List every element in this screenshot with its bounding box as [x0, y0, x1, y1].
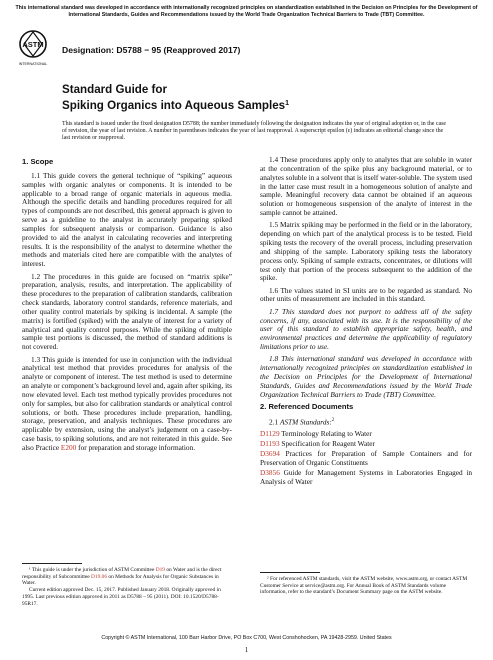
title-line-1: Standard Guide for	[62, 83, 167, 96]
designation-note: This standard is issued under the fixed designation D5788; the number immediately following the designation indicates the year of original adoption or, in the case of revision, the year of last revision. A number in parentheses indicates the year of last reapproval. A superscript epsilon (ε) indicates an editorial change since the last revision or reapproval.	[62, 121, 447, 142]
paragraph-1-3-text: 1.3 This guide is intended for use in conjunction with the individual analytical test method that provides procedures for analysis of the analyte or component of interest. The test method is used to determine an analyte or component’s background level and, again after spiking, its now elevated level. Each test method typically provides procedures not only for samples, but also for calibration standards or analytical control solutions, or both. These procedures include preparation, handling, storage, preservation, and analysis techniques. These procedures are applicable by extension, using the analyst’s judgement on a case-by-case basis, to spiking solutions, and are not reiterated in this guide. See also Practice	[22, 354, 232, 452]
paragraph-1-5: 1.5 Matrix spiking may be performed in the field or in the laboratory, depending on which part of the analytical process is to be tested. Field spiking tests the recovery of the overall process, including preservation and shipping of the sample. Laboratory spiking tests the laboratory process only. Spiking of sample extracts, concentrates, or dilutions will test only that portion of the process subsequent to the addition of the spike.	[260, 220, 472, 283]
referenced-standards-subheading	[260, 417, 472, 427]
footnote-2-para: ² For referenced ASTM standards, visit the ASTM website, www.astm.org, or contact ASTM Customer Service at service@astm.org. For Annual Book of ASTM Standards volume information, refer to the standard’s Document Summary page on the ASTM website.	[260, 576, 468, 596]
paragraph-1-3-end: for preparation and storage information.	[76, 442, 196, 452]
link-d1193[interactable]: D1193	[260, 439, 280, 449]
link-d1129[interactable]: D1129	[260, 429, 280, 439]
reference-title: Practices for Preparation of Sample Containers and for Preservation of Organic Constituents	[260, 449, 472, 467]
paragraph-1-1: 1.1 This guide covers the general technique of “spiking” aqueous samples with organic analytes or components. It is intended to be applicable to a broad range of organic materials in aqueous media. Although the specific details and handling procedures required for all types of compounds are not described, this general approach is given to serve as a guideline to the analyst in accurately preparing spiked samples for subsequent analysis or comparison. Guidance is also provided to aid the analyst in calculating recoveries and interpreting results. It is the responsibility of the analyst to determine whether the methods and materials cited here are compatible with the analytes of interest.	[22, 170, 232, 269]
title-text: Spiking Organics into Aqueous Samples	[62, 99, 286, 112]
paragraph-1-6: 1.6 The values stated in SI units are to be regarded as standard. No other units of measurement are included in this standard.	[260, 285, 472, 304]
link-d3856[interactable]: D3856	[260, 467, 280, 477]
link-e200[interactable]: E200	[60, 442, 77, 452]
paragraph-1-4: 1.4 These procedures apply only to analytes that are soluble in water at the concentration of the spike plus any background material, or to analytes soluble in a solvent that is itself water-soluble. The system used in the latter case must result in a homogeneous solution of analyte and sample. Meaningful recovery data cannot be obtained if an aqueous solution or homogeneous suspension of the analyte of interest in the sample cannot be attained.	[260, 155, 472, 218]
reference-title: Guide for Management Systems in Laboratories Engaged in Analysis of Water	[260, 467, 472, 486]
footnote-divider	[260, 572, 320, 573]
link-d19[interactable]: D19	[155, 567, 165, 573]
paragraph-1-3	[22, 356, 232, 453]
footnote-1-para-1	[22, 567, 232, 587]
footnote-divider	[22, 563, 82, 564]
reference-title: Terminology Relating to Water	[279, 429, 372, 439]
section-heading-references: 2. Referenced Documents	[260, 401, 354, 411]
logo-text: ASTM	[22, 40, 44, 49]
designation: Designation: D5788 − 95 (Reapproved 2017)	[62, 45, 241, 55]
footnote-1-text-c: on Methods for Analysis for Organic Substances in Water.	[22, 573, 219, 587]
astm-logo-icon	[18, 27, 48, 67]
title-line-2	[62, 97, 422, 113]
link-d3694[interactable]: D3694	[260, 449, 280, 459]
reference-item	[260, 430, 472, 439]
subheading-number: 2.1	[269, 417, 280, 427]
logo-subtext: INTERNATIONAL	[18, 62, 48, 66]
section-heading-scope: 1. Scope	[22, 157, 54, 166]
page-number: 1	[244, 646, 249, 654]
reference-item	[260, 469, 472, 487]
copyright-line: Copyright © ASTM International, 100 Barr Harbor Drive, PO Box C700, West Conshohocken, PA 19428-2959. United States	[101, 635, 392, 641]
footnote-1-para-2: Current edition approved Dec. 15, 2017. Published January 2018. Originally approved in 1995. Last previous edition approved in 2011 as D5788 – 95 (2011). DOI: 10.1520/D5788-95R17.	[22, 587, 221, 607]
footnote-1-text-b: on Water and is the direct responsibility of Subcommittee	[22, 567, 222, 580]
right-column	[260, 156, 472, 487]
subheading-footnote-mark: 2	[331, 417, 335, 423]
footnote-1-text-a: ¹ This guide is under the jurisdiction of ASTM Committee	[29, 567, 156, 573]
reference-item	[260, 440, 472, 449]
paragraph-1-7: 1.7 This standard does not purport to address all of the safety concerns, if any, associated with its use. It is the responsibility of the user of this standard to establish appropriate safety, health, and environmental practices and determine the applicability of regulatory limitations prior to use.	[260, 306, 472, 352]
link-d19-06[interactable]: D19.06	[91, 573, 108, 580]
footnote-2	[260, 576, 472, 596]
title-footnote-mark: 1	[285, 100, 290, 107]
left-column	[22, 156, 232, 456]
reference-title: Specification for Reagent Water	[279, 439, 375, 449]
footnote-1	[22, 567, 232, 607]
paragraph-1-8: 1.8 This international standard was developed in accordance with internationally recognized principles on standardization established in the Decision on Principles for the Development of International Standards, Guides and Recommendations issued by the World Trade Organization Technical Barriers to Trade (TBT) Committee.	[260, 354, 472, 399]
reference-item	[260, 450, 472, 468]
paragraph-1-2: 1.2 The procedures in this guide are focused on “matrix spike” preparation, analysis, results, and interpretation. The applicability of these procedures to the preparation of calibration standards, calibration check standards, laboratory control standards, reference materials, and other quality control materials by spiking is incidental. A sample (the matrix) is fortified (spiked) with the analyte of interest for a variety of analytical and quality control purposes. While the spiking of multiple sample test portions is discussed, the method of standard additions is not covered.	[22, 271, 232, 352]
subheading-text: ASTM Standards:	[279, 417, 332, 427]
title-block	[62, 83, 422, 113]
header-notice: This international standard was developed in accordance with internationally recognized principles on standardization established in the Decision on Principles for the Development of International Standards, Guides and Recommendations issued by the World Trade Organization Technical Barriers to Trade (TBT) Committee.	[15, 5, 478, 18]
